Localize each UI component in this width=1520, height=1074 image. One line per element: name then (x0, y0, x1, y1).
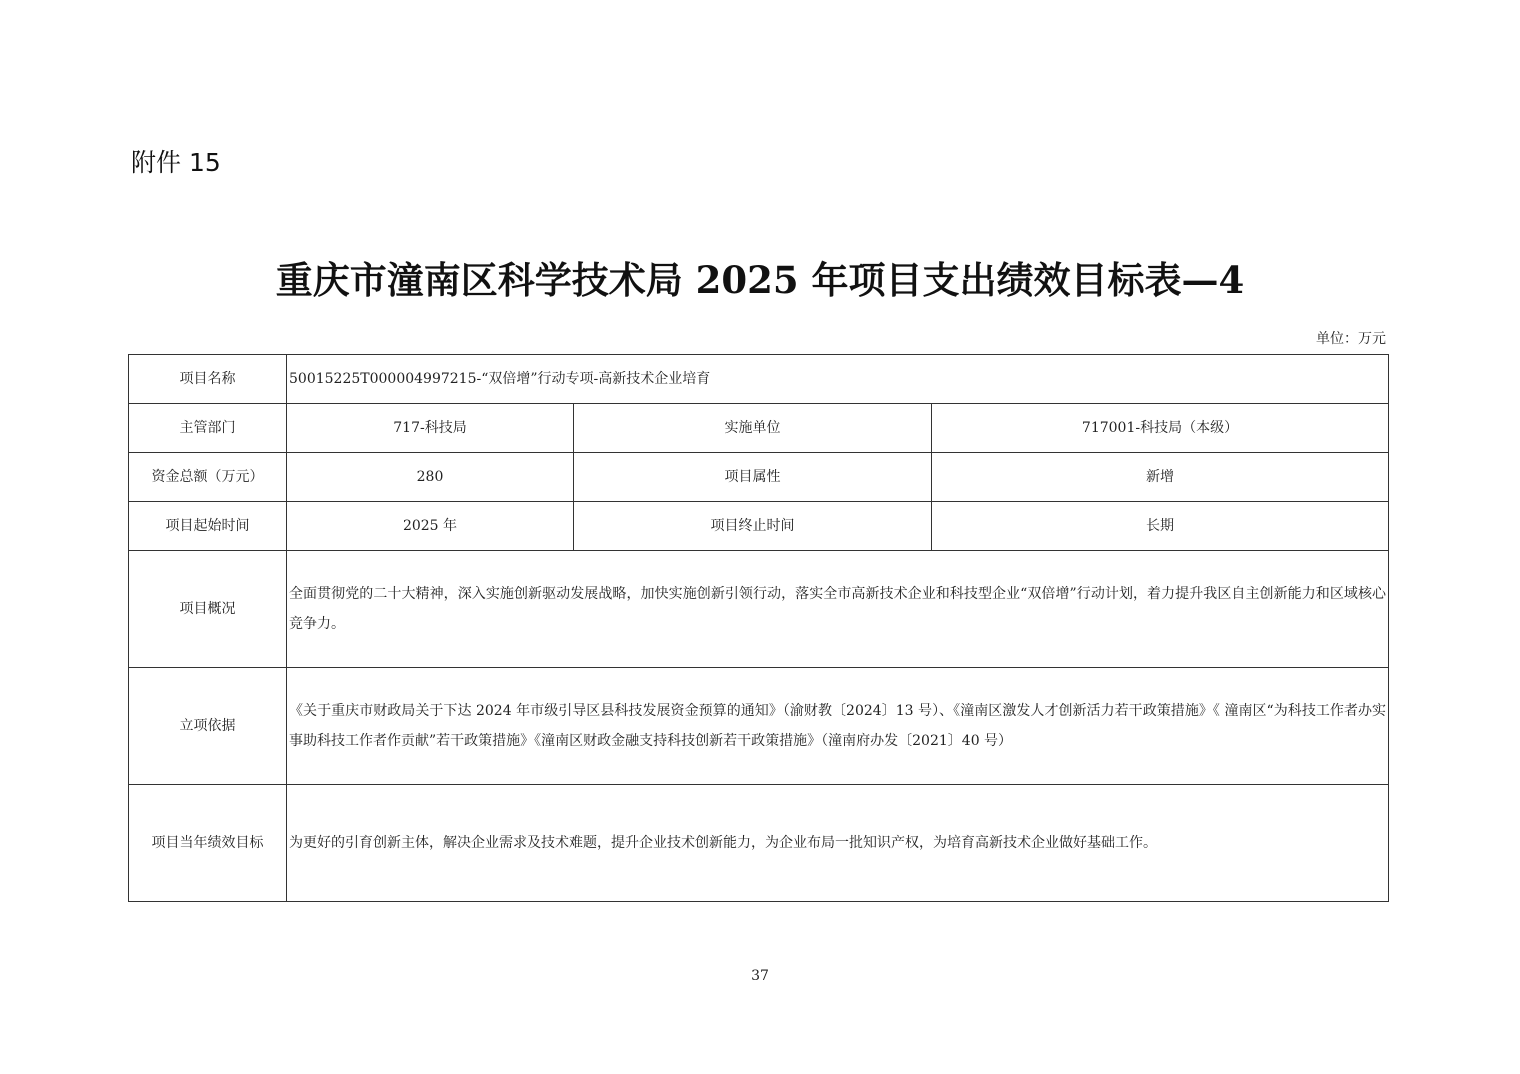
project-name-label: 项目名称 (129, 355, 287, 404)
table-row (129, 668, 1389, 785)
fund-total-label: 资金总额（万元） (129, 453, 287, 502)
unit-label: 单位：万元 (1316, 331, 1386, 347)
dept-label: 主管部门 (129, 404, 287, 453)
attachment-label: 附件 15 (131, 148, 221, 177)
document-title: 重庆市潼南区科学技术局 2025 年项目支出绩效目标表—4 (275, 258, 1245, 302)
table-row (129, 404, 1389, 453)
impl-unit-label: 实施单位 (574, 404, 932, 453)
end-time-label: 项目终止时间 (574, 502, 932, 551)
dept-value: 717-科技局 (287, 404, 574, 453)
start-time-value: 2025 年 (287, 502, 574, 551)
project-attr-label: 项目属性 (574, 453, 932, 502)
table-row (129, 355, 1389, 404)
table-row (129, 785, 1389, 902)
overview-value: 全面贯彻党的二十大精神，深入实施创新驱动发展战略，加快实施创新引领行动，落实全市高新技术企业和科技型企业“双倍增”行动计划，着力提升我区自主创新能力和区域核心竞争力。 (287, 551, 1389, 668)
table-row (129, 453, 1389, 502)
table-row (129, 502, 1389, 551)
fund-total-value: 280 (287, 453, 574, 502)
performance-table (128, 354, 1389, 902)
basis-value: 《关于重庆市财政局关于下达 2024 年市级引导区县科技发展资金预算的通知》（渝财教〔2024〕13 号）、《潼南区激发人才创新活力若干政策措施》《 潼南区“为科技工作者办实事助科技工作者作贡献”若干政策措施》《潼南区财政金融支持科技创新若干政策措施》（潼南府办发〔2021〕40 号） (287, 668, 1389, 785)
end-time-value: 长期 (932, 502, 1389, 551)
overview-label: 项目概况 (129, 551, 287, 668)
basis-label: 立项依据 (129, 668, 287, 785)
project-name-value: 50015225T000004997215-“双倍增”行动专项-高新技术企业培育 (287, 355, 1389, 404)
table-row (129, 551, 1389, 668)
start-time-label: 项目起始时间 (129, 502, 287, 551)
annual-goal-label: 项目当年绩效目标 (129, 785, 287, 902)
page-number: 37 (751, 968, 769, 984)
impl-unit-value: 717001-科技局（本级） (932, 404, 1389, 453)
project-attr-value: 新增 (932, 453, 1389, 502)
annual-goal-value: 为更好的引育创新主体，解决企业需求及技术难题，提升企业技术创新能力，为企业布局一批知识产权，为培育高新技术企业做好基础工作。 (287, 785, 1389, 902)
